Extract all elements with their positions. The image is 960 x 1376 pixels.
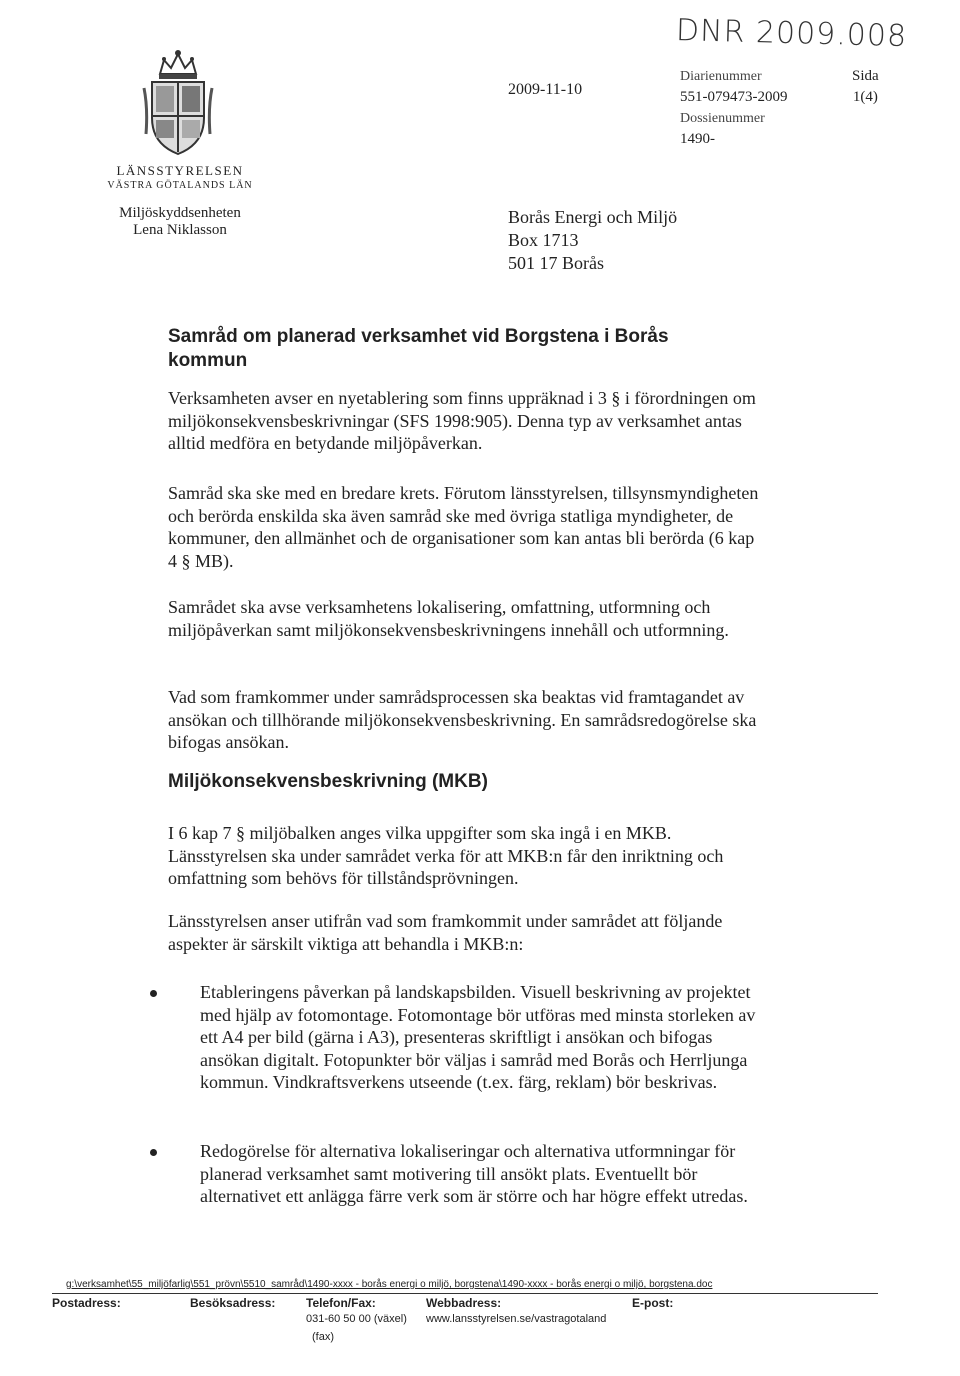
list-item-text: Etableringens påverkan på landskapsbilden. Visuell beskrivning av projektet med hjälp av fotomontage. Fotomontage bör utföras med minsta storleken av ett A4 per bild (gärna i A3), presenteras skriftligt i ansökan och bifogas ansökan digitalt. Fotopunkter bör väljas i samråd med Borås och Herrljunga kommun. Vindkraftsverkens utseende (t.ex. färg, reklam) bör beskrivas. <box>200 982 756 1092</box>
list-item-text: Redogörelse för alternativa lokaliseringar och alternativa utformningar för planerad verksamhet samt motivering till ansökt plats. Eventuellt bör alternativet ett anlägga färre verk som är större och har högre effekt utredas. <box>200 1141 748 1206</box>
email-label: E-post: <box>632 1296 674 1310</box>
diary-label: Diarienummer <box>680 69 762 84</box>
recipient-line: Box 1713 <box>508 230 579 250</box>
authority-name: LÄNSSTYRELSEN <box>116 163 244 178</box>
coat-of-arms-logo <box>142 48 214 158</box>
document-title: Samråd om planerad verksamhet vid Borgstena i Borås kommun <box>168 326 669 371</box>
web-address-link[interactable]: www.lansstyrelsen.se/vastragotaland <box>426 1313 607 1325</box>
postal-address-label: Postadress: <box>52 1296 121 1310</box>
recipient-line: Borås Energi och Miljö <box>508 207 678 227</box>
authority-county: VÄSTRA GÖTALANDS LÄN <box>107 180 253 191</box>
section-heading: Miljökonsekvensbeskrivning (MKB) <box>168 771 488 792</box>
authority-block <box>90 163 270 239</box>
paragraph: Verksamheten avser en nyetablering som finns uppräknad i 3 § i förordningen om miljökonsekvensbeskrivningar (SFS 1998:905). Denna typ av verksamhet antas alltid medföra en betydande miljöpåverkan. <box>168 388 756 453</box>
footer-divider <box>52 1293 878 1294</box>
bullet-icon <box>150 1149 157 1156</box>
page-number-block <box>852 66 879 108</box>
recipient-line: 501 17 Borås <box>508 253 604 273</box>
paragraph: Länsstyrelsen anser utifrån vad som framkommit under samrådet att följande aspekter är särskilt viktiga att behandla i MKB:n: <box>168 911 723 954</box>
case-officer: Lena Niklasson <box>133 222 227 238</box>
recipient-address <box>508 206 677 275</box>
authority-unit: Miljöskyddsenheten <box>119 205 241 221</box>
diary-number: 551-079473-2009 <box>680 89 788 105</box>
paragraph: Vad som framkommer under samrådsprocessen ska beaktas vid framtagandet av ansökan och tillhörande miljökonsekvensbeskrivning. En samrådsredogörelse ska bifogas ansökan. <box>168 687 757 752</box>
file-path: g:\verksamhet\55_miljöfarlig\551_prövn\5510_samråd\1490-xxxx - borås energi o miljö, borgstena\1490-xxxx - borås energi o miljö, borgstena.doc <box>66 1279 713 1290</box>
paragraph: Samråd ska ske med en bredare krets. Förutom länsstyrelsen, tillsynsmyndigheten och berörda enskilda ska även samråd ske med övriga statliga myndigheter, de kommuner, den allmänhet och de organisationer som kan antas bli berörda (6 kap 4 § MB). <box>168 483 759 571</box>
web-address-label: Webbadress: <box>426 1296 502 1310</box>
phone-value: 031-60 50 00 (växel) <box>306 1313 407 1325</box>
phone-fax-label: Telefon/Fax: <box>306 1296 376 1310</box>
visiting-address-label: Besöksadress: <box>190 1296 276 1310</box>
reference-block <box>680 66 788 150</box>
page-label: Sida <box>852 68 879 84</box>
fax-value: (fax) <box>312 1331 334 1343</box>
dossier-label: Dossienummer <box>680 111 765 126</box>
paragraph: I 6 kap 7 § miljöbalken anges vilka uppgifter som ska ingå i en MKB. Länsstyrelsen ska under samrådet verka för att MKB:n får den inriktning och omfattning som behövs för tillståndsprövningen. <box>168 823 724 888</box>
bullet-icon <box>150 990 157 997</box>
document-date: 2009-11-10 <box>508 81 583 98</box>
dossier-number: 1490- <box>680 131 715 147</box>
handwritten-registration-note: DNR 2009.008 <box>675 12 908 55</box>
page-value: 1(4) <box>852 89 878 105</box>
paragraph: Samrådet ska avse verksamhetens lokalisering, omfattning, utformning och miljöpåverkan samt miljökonsekvensbeskrivningens innehåll och utformning. <box>168 597 729 640</box>
